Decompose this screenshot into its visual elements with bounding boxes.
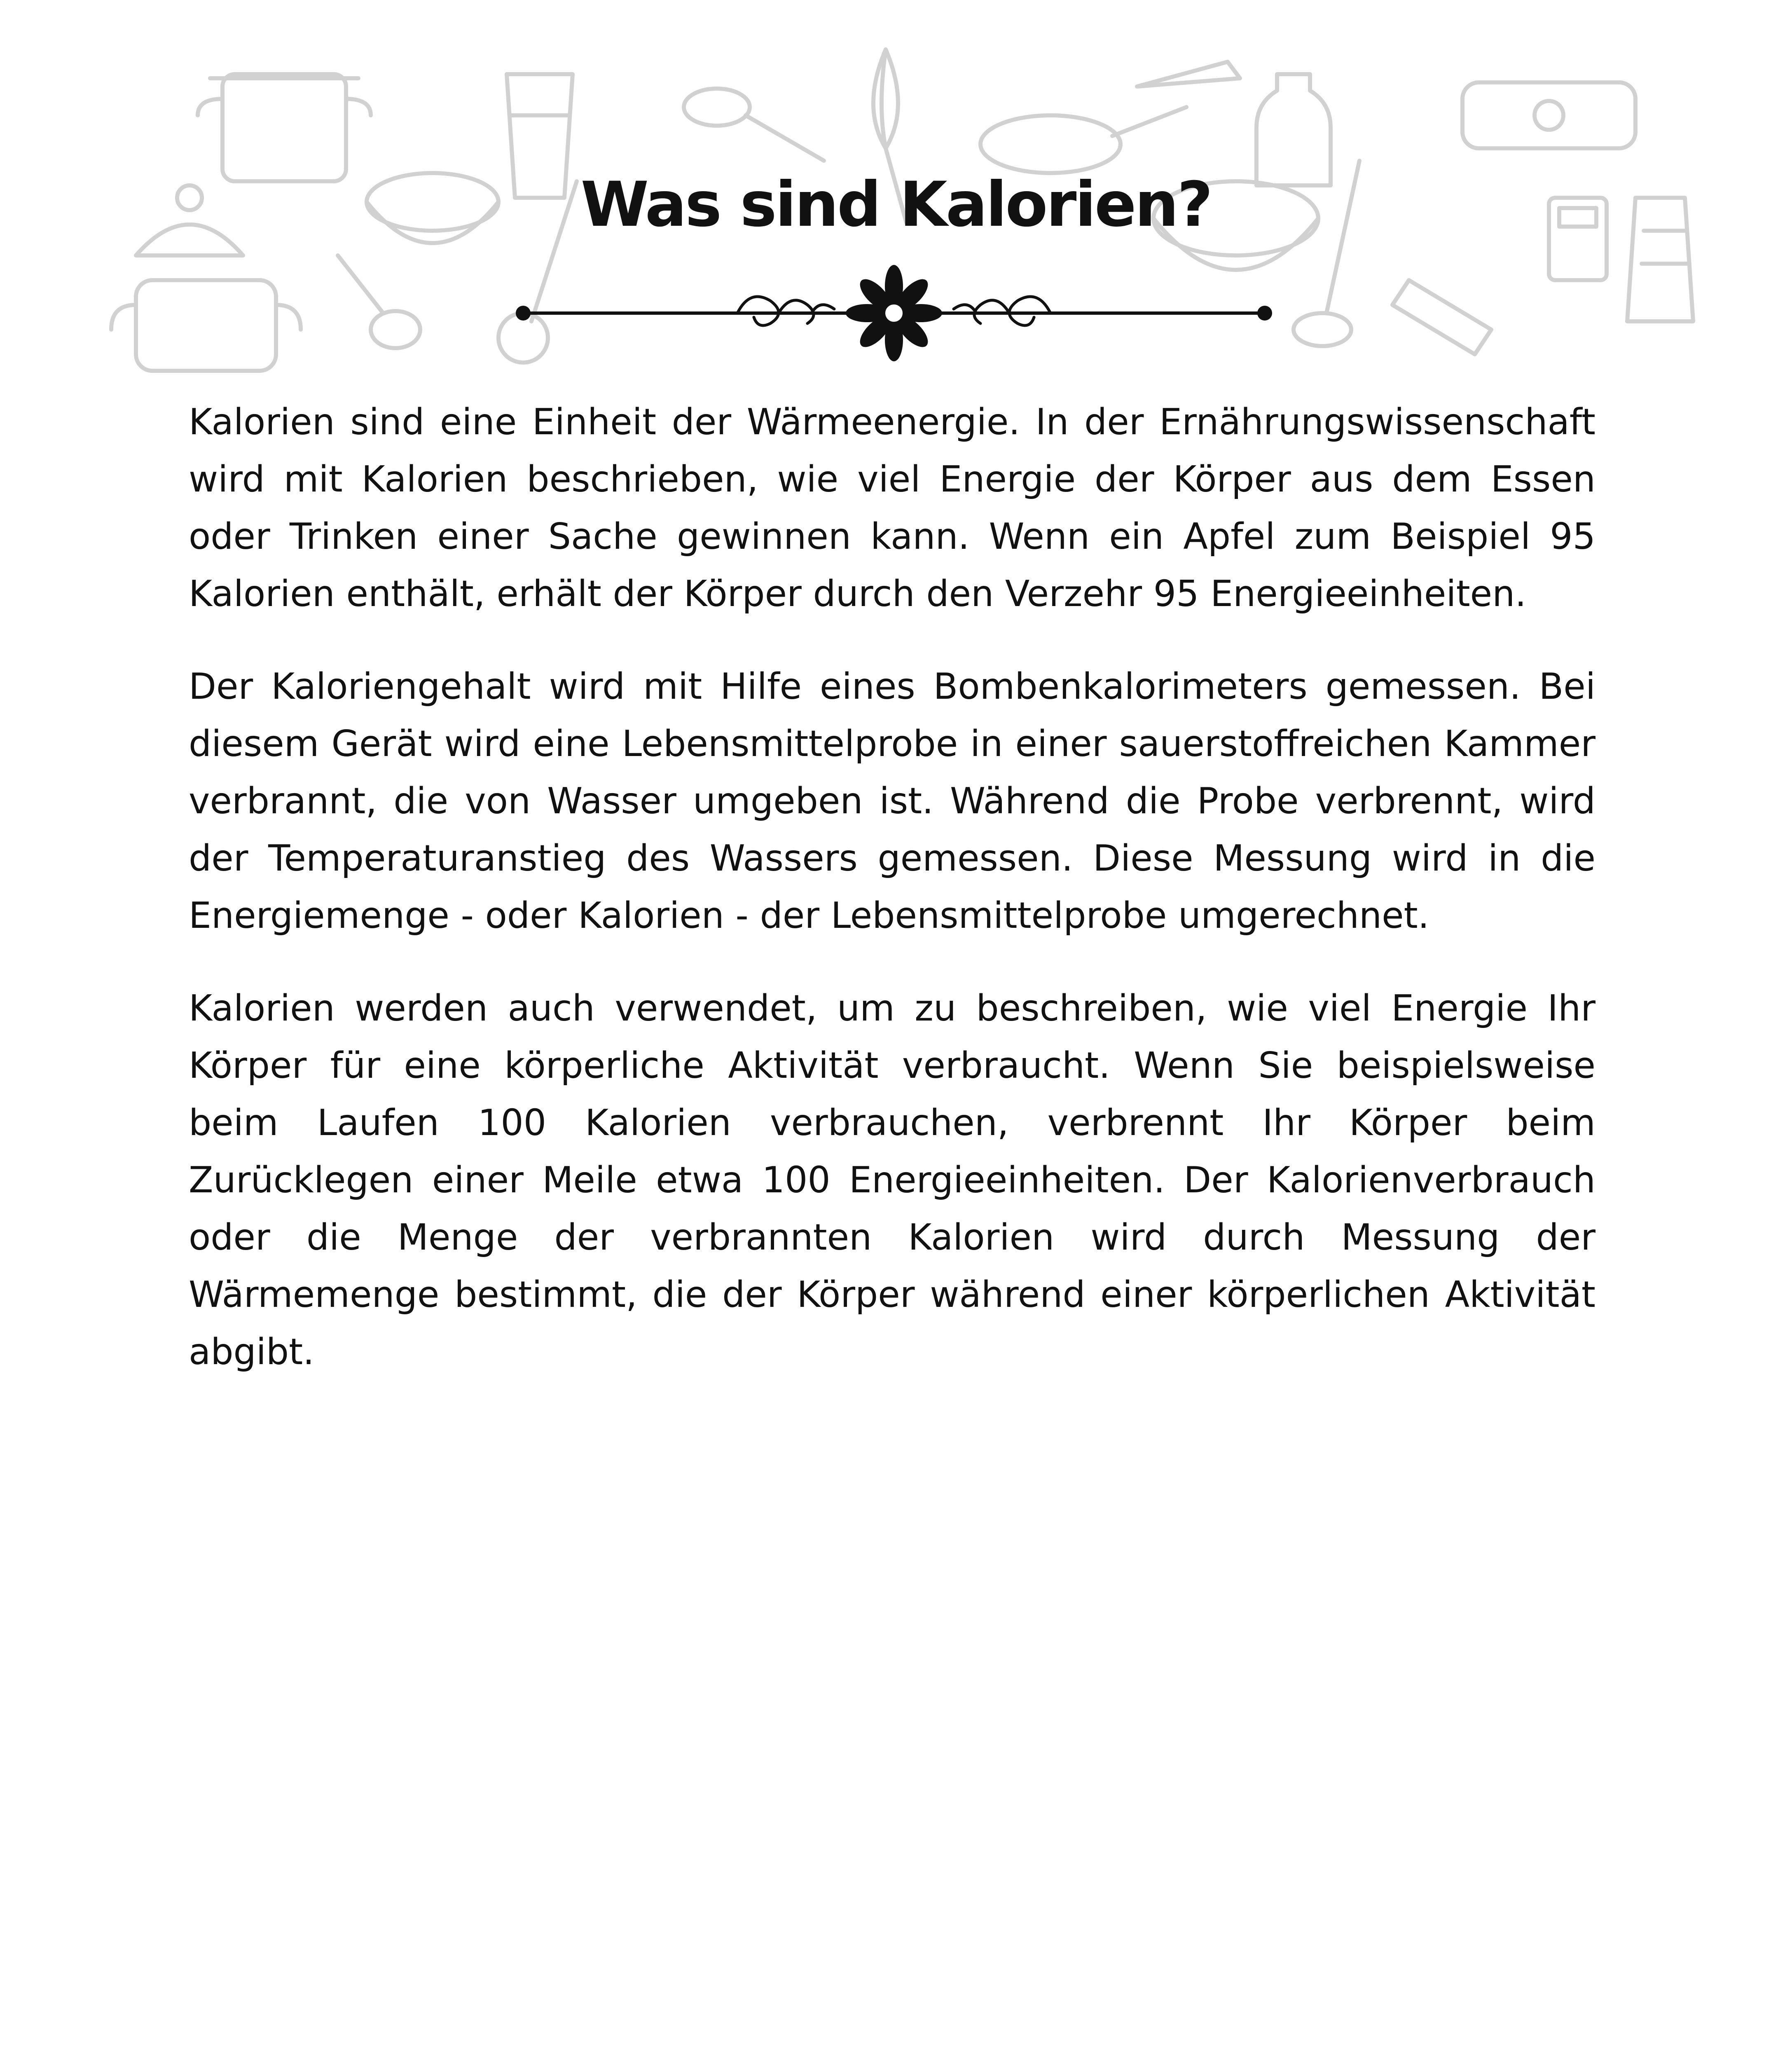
- towel-icon: [1392, 280, 1491, 354]
- paragraph-measurement: Der Kaloriengehalt wird mit Hilfe eines Bombenkalorimeters gemessen. Bei diesem Gerät wird eine Lebensmittelprobe in einer sauerstoffreichen Kammer verbrannt, die von Wasser umgeben ist. Während die Probe verbrennt, wird der Temperaturanstieg des Wassers gemessen. Diese Messung wird in die Energiemenge - oder Kalorien - der Lebensmittelprobe umgerechnet.: [189, 665, 1595, 936]
- stock-pot-icon: [111, 280, 301, 371]
- paragraph-definition: Kalorien sind eine Einheit der Wärmeenergie. In der Ernährungswissenschaft wird mit Kalorien beschrieben, wie viel Energie der Körper aus dem Essen oder Trinken einer Sache gewinnen kann. Wenn ein Apfel zum Beispiel 95 Kalorien enthält, erhält der Körper durch den Verzehr 95 Energieeinheiten.: [189, 401, 1595, 615]
- slotted-spoon-icon: [338, 255, 420, 348]
- page-title: Was sind Kalorien?: [580, 169, 1212, 241]
- knife-icon: [1137, 62, 1240, 87]
- spoon-icon: [684, 89, 824, 161]
- cake-ring-icon: [1462, 82, 1635, 148]
- main-content: [189, 393, 1595, 1416]
- frying-pan-icon: [980, 107, 1186, 173]
- ornamental-divider: [507, 264, 1281, 363]
- flower-ornament-icon: [846, 265, 942, 361]
- pot-icon: [198, 74, 371, 181]
- paragraph-activity: Kalorien werden auch verwendet, um zu beschreiben, wie viel Energie Ihr Körper für eine körperliche Aktivität verbraucht. Wenn Sie beispielsweise beim Laufen 100 Kalorien verbrauchen, verbrennt Ihr Körper beim Zurücklegen einer Meile etwa 100 Energieeinheiten. Der Kalorienverbrauch oder die Menge der verbrannten Kalorien wird durch Messung der Wärmemenge bestimmt, die der Körper während einer körperlichen Aktivität abgibt.: [189, 987, 1595, 1373]
- flourish-right-icon: [954, 297, 1050, 325]
- flourish-left-icon: [737, 297, 834, 325]
